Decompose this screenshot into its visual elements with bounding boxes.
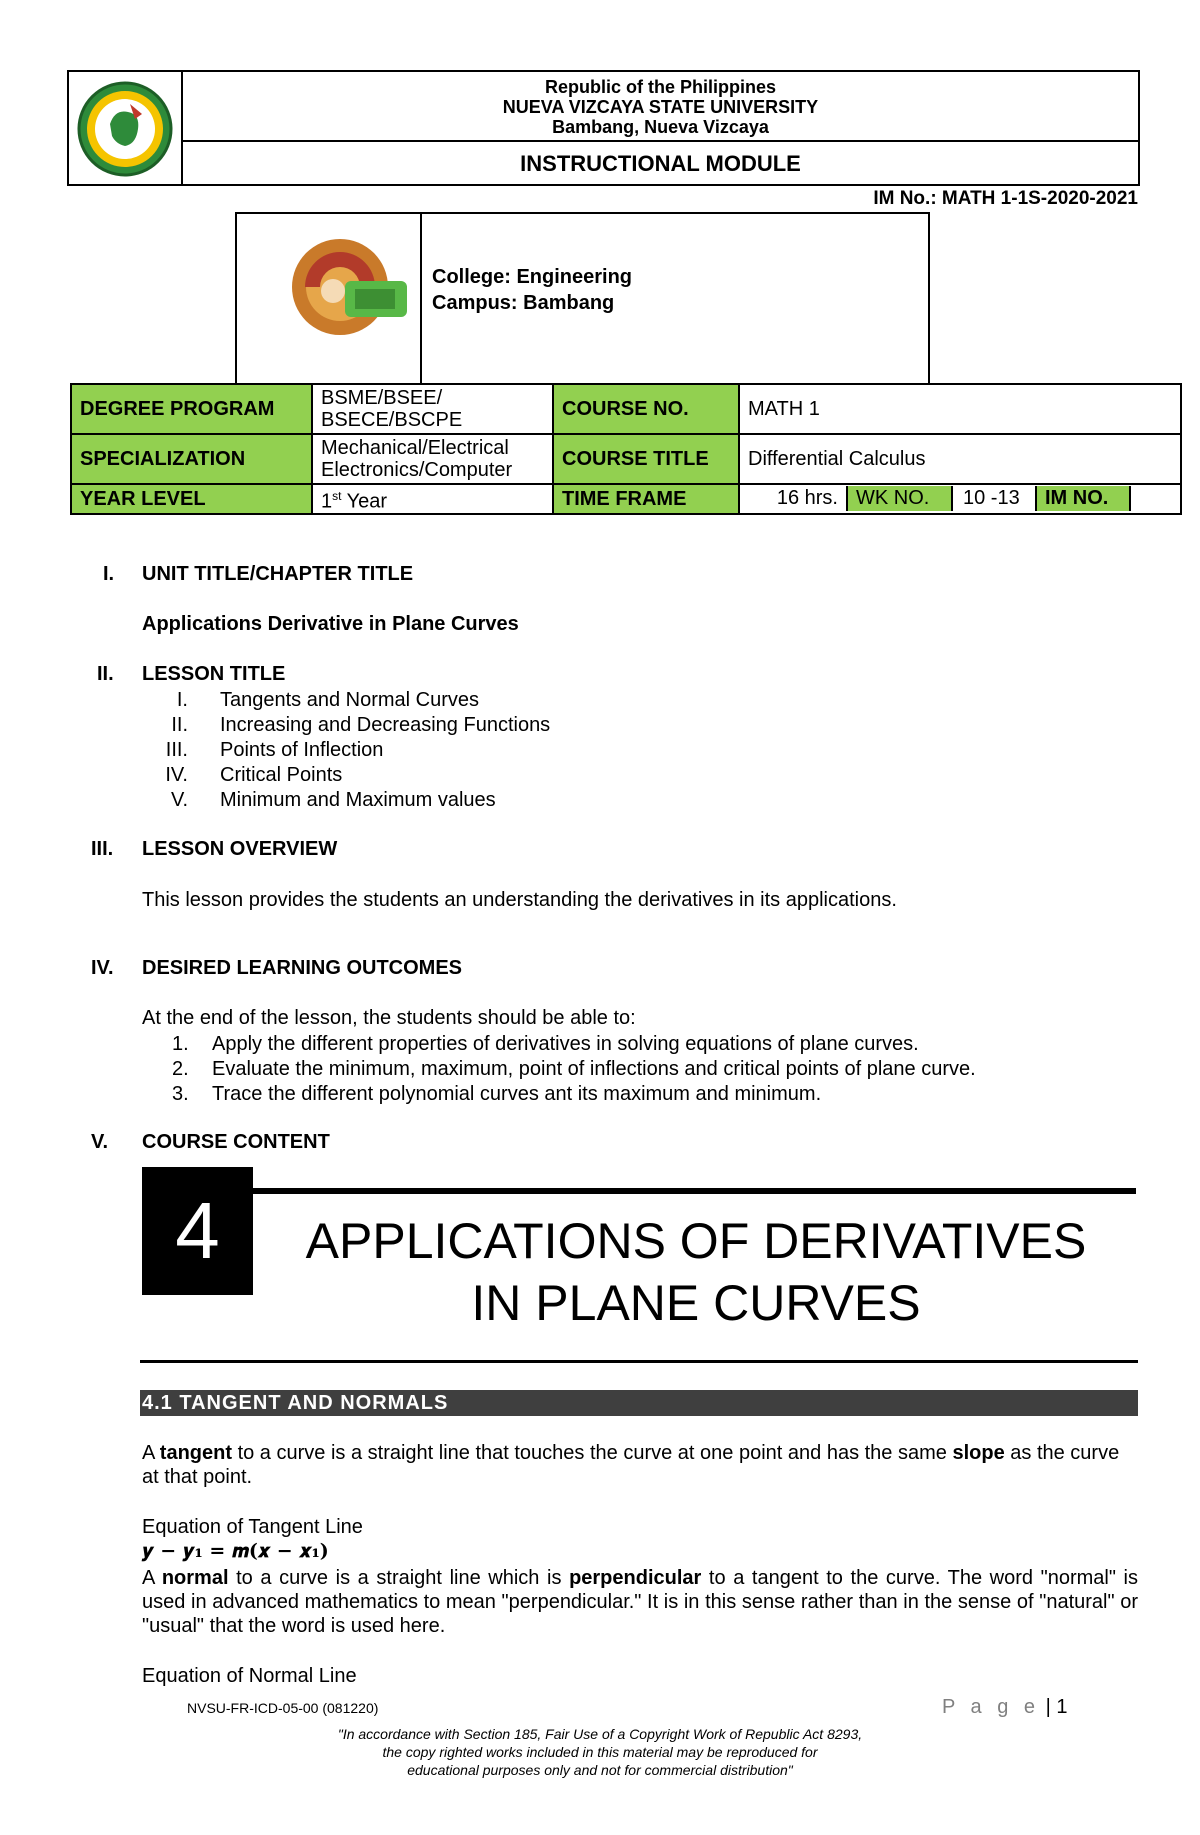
normal-term: normal <box>161 1567 229 1589</box>
chapter-title-line2: IN PLANE CURVES <box>471 1275 921 1331</box>
lesson-text: Points of Inflection <box>220 739 384 761</box>
course-info-table <box>70 383 1182 515</box>
table-row <box>71 484 1181 514</box>
university-location: Bambang, Nueva Vizcaya <box>552 117 769 137</box>
year-word: Year <box>341 490 388 513</box>
course-no-value: MATH 1 <box>739 384 1181 434</box>
time-frame-cells <box>739 484 1181 514</box>
degree-program-label: DEGREE PROGRAM <box>71 384 312 434</box>
page-separator: | <box>1040 1696 1057 1718</box>
copyright-line1: "In accordance with Section 185, Fair Use of a Copyright Work of Republic Act 8293, <box>337 1726 863 1742</box>
lesson-list <box>142 688 742 813</box>
university-name: NUEVA VIZCAYA STATE UNIVERSITY <box>502 97 819 117</box>
im-no-value <box>1131 486 1180 511</box>
page-number: 1 <box>1056 1696 1068 1718</box>
chapter-title <box>255 1210 1137 1334</box>
list-item <box>142 763 742 788</box>
section-1-title: UNIT TITLE/CHAPTER TITLE <box>142 563 414 585</box>
list-item <box>142 688 742 713</box>
college-text <box>432 264 632 316</box>
lesson-num: II. <box>171 714 188 736</box>
copyright-line2: the copy righted works included in this material may be reproduced for <box>382 1744 818 1760</box>
lesson-num: V. <box>170 789 188 811</box>
lesson-num: III. <box>165 739 188 761</box>
republic-line: Republic of the Philippines <box>544 77 776 97</box>
course-title-value: Differential Calculus <box>739 434 1181 484</box>
lesson-text: Increasing and Decreasing Functions <box>220 714 551 736</box>
college-name: College: Engineering <box>432 266 633 288</box>
copyright-line3: educational purposes only and not for commercial distribution" <box>407 1762 793 1778</box>
degree-value-line1: BSME/BSEE/ <box>321 387 443 409</box>
section-3-number: III. <box>91 838 114 860</box>
slope-term: slope <box>952 1442 1005 1464</box>
year-level-value <box>312 484 553 514</box>
page-word: P a g e <box>942 1696 1041 1718</box>
lesson-text: Critical Points <box>220 764 343 786</box>
degree-program-value <box>312 384 553 434</box>
chapter-title-line1: APPLICATIONS OF DERIVATIVES <box>305 1213 1087 1269</box>
tangent-term: tangent <box>159 1442 233 1464</box>
section-1-number: I. <box>103 563 115 585</box>
list-item <box>142 788 742 813</box>
unit-title-text: Applications Derivative in Plane Curves <box>142 613 519 635</box>
im-no-label: IM NO. <box>1037 486 1131 511</box>
lesson-text: Minimum and Maximum values <box>220 789 496 811</box>
degree-value-line2: BSECE/BSCPE <box>321 409 463 431</box>
header-box <box>67 70 1140 186</box>
outcome-text: Trace the different polynomial curves ant its maximum and minimum. <box>212 1083 822 1105</box>
text: to a tangent to the curve. The word "normal" is used in advanced mathematics to mean "perpendicular." It is in this sense rather than in the sense of "natural" or "usual" that the word is used here. <box>142 1567 1138 1637</box>
module-title: INSTRUCTIONAL MODULE <box>520 151 801 176</box>
lesson-num: I. <box>176 689 188 711</box>
section-4-title: DESIRED LEARNING OUTCOMES <box>142 957 463 979</box>
text: A <box>142 1442 160 1464</box>
list-item <box>142 738 742 763</box>
tangent-eq-label: Equation of Tangent Line <box>142 1516 363 1538</box>
section-41-heading: 4.1 TANGENT AND NORMALS <box>140 1390 1138 1416</box>
university-seal-icon <box>70 74 180 184</box>
text: as the curve at that point. <box>142 1442 1120 1488</box>
lesson-text: Tangents and Normal Curves <box>220 689 480 711</box>
tangent-equation: 𝒚 − 𝒚₁ = 𝒎(𝒙 − 𝒙₁) <box>142 1540 329 1562</box>
lesson-num: IV. <box>165 764 188 786</box>
section-5-number: V. <box>91 1131 109 1153</box>
text: A <box>142 1567 162 1589</box>
tangent-definition <box>142 1441 1138 1489</box>
normal-definition <box>142 1566 1138 1638</box>
text: to a curve is a straight line which is <box>228 1567 570 1589</box>
list-item <box>172 1082 1072 1107</box>
year-sup: st <box>332 489 342 503</box>
wk-no-value: 10 -13 <box>953 486 1037 511</box>
section-4-number: IV. <box>91 957 114 979</box>
outcome-num: 2. <box>172 1058 189 1080</box>
course-no-label: COURSE NO. <box>553 384 739 434</box>
outcomes-list <box>172 1032 1072 1107</box>
college-box <box>235 212 930 384</box>
wk-no-label: WK NO. <box>848 486 953 511</box>
outcomes-intro: At the end of the lesson, the students should be able to: <box>142 1007 636 1029</box>
course-title-label: COURSE TITLE <box>553 434 739 484</box>
list-item <box>142 713 742 738</box>
spec-value-line2: Electronics/Computer <box>321 459 513 481</box>
table-row <box>71 434 1181 484</box>
specialization-value <box>312 434 553 484</box>
year-num: 1 <box>321 490 333 513</box>
overview-text: This lesson provides the students an understanding the derivatives in its applications. <box>142 889 897 911</box>
outcome-num: 3. <box>172 1083 189 1105</box>
university-logo-cell <box>69 72 183 184</box>
chapter-bottom-rule <box>140 1360 1138 1363</box>
text: to a curve is a straight line that touches the curve at one point and has the same <box>232 1442 953 1464</box>
im-number: IM No.: MATH 1-1S-2020-2021 <box>873 188 1138 209</box>
chapter-number-box: 4 <box>142 1167 253 1295</box>
copyright-notice <box>240 1725 960 1779</box>
form-code: NVSU-FR-ICD-05-00 (081220) <box>187 1700 379 1716</box>
spec-value-line1: Mechanical/Electrical <box>321 437 509 459</box>
section-2-title: LESSON TITLE <box>142 663 286 685</box>
chapter-top-rule <box>253 1188 1136 1194</box>
section-2-number: II. <box>97 663 114 685</box>
normal-eq-label: Equation of Normal Line <box>142 1665 357 1687</box>
time-frame-label: TIME FRAME <box>553 484 739 514</box>
perpendicular-term: perpendicular <box>569 1567 702 1589</box>
section-5-title: COURSE CONTENT <box>142 1131 330 1153</box>
outcome-num: 1. <box>172 1033 189 1055</box>
university-header-text <box>183 72 1138 142</box>
outcome-text: Apply the different properties of derivatives in solving equations of plane curves. <box>212 1033 919 1055</box>
time-frame-value: 16 hrs. <box>740 486 848 511</box>
page-indicator <box>942 1696 1067 1719</box>
outcome-text: Evaluate the minimum, maximum, point of inflections and critical points of plane curve. <box>212 1058 976 1080</box>
table-row <box>71 384 1181 434</box>
engineering-logo-icon <box>285 229 425 349</box>
college-logo-cell <box>237 214 422 384</box>
specialization-label: SPECIALIZATION <box>71 434 312 484</box>
campus-name: Campus: Bambang <box>432 292 615 314</box>
year-level-label: YEAR LEVEL <box>71 484 312 514</box>
list-item <box>172 1032 1072 1057</box>
section-3-title: LESSON OVERVIEW <box>142 838 338 860</box>
list-item <box>172 1057 1072 1082</box>
